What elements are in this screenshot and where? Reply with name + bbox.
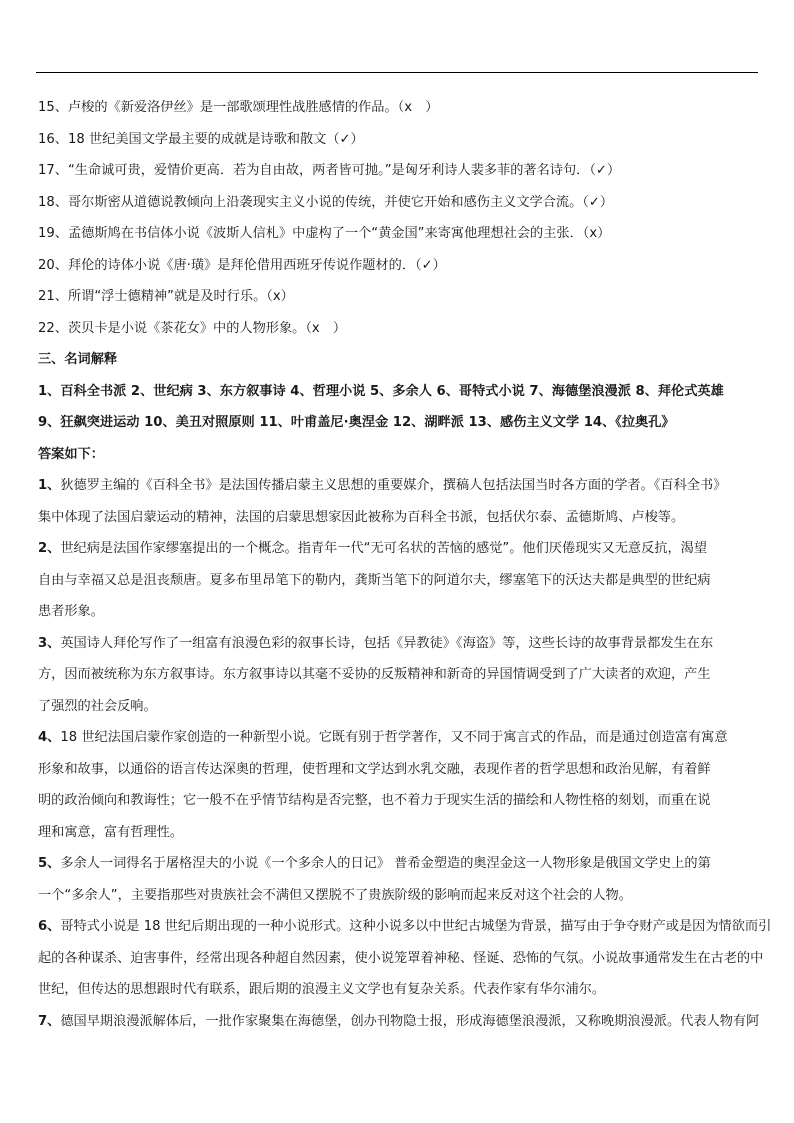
answer-line <box>38 565 794 597</box>
answer-text: 多余人一词得名于屠格涅夫的小说《一个多余人的日记》 普希金塑造的奥涅金这一人物形象是俄国文学史上的第 <box>60 856 711 871</box>
answer-line <box>38 785 794 817</box>
answer-line <box>38 880 794 912</box>
answer-item <box>38 911 794 1006</box>
answer-number: 7、 <box>38 1013 61 1029</box>
answer-line <box>38 911 794 943</box>
answer-text: 起的各种谋杀、迫害事件，经常出现各种超自然因素，使小说笼罩着神秘、怪诞、恐怖的气氛。小说故事通常发生在古老的中 <box>38 950 764 966</box>
answer-text: 世纪，但传达的思想跟时代有联系，跟后期的浪漫主义文学也有复杂关系。代表作家有华尔浦尔。 <box>38 982 606 997</box>
answer-item <box>38 1006 794 1038</box>
answer-text: 患者形象。 <box>38 604 104 619</box>
terms-line-2-text: 9、狂飙突进运动 10、美丑对照原则 11、叶甫盖尼·奥涅金 12、湖畔派 13、感伤主义文学 14、《拉奥孔》 <box>38 415 675 430</box>
answer-number: 1、 <box>38 478 61 493</box>
answer-line <box>38 470 794 502</box>
terms-line-1 <box>38 376 794 408</box>
answer-line <box>38 943 794 975</box>
answer-line <box>38 848 794 880</box>
answer-item <box>38 848 794 911</box>
answer-text: 理和寓意，富有哲理性。 <box>38 824 184 840</box>
answer-line <box>38 974 794 1006</box>
answer-text: 集中体现了法国启蒙运动的精神，法国的启蒙思想家因此被称为百科全书派，包括伏尔泰、孟德斯鸠、卢梭等。 <box>38 509 685 525</box>
answer-text: 自由与幸福又总是沮丧颓唐。夏多布里昂笔下的勒内，龚斯当笔下的阿道尔夫，缪塞笔下的沃达夫都是典型的世纪病 <box>38 572 711 588</box>
answer-text: 形象和故事，以通俗的语言传达深奥的哲理，使哲理和文学达到水乳交融，表现作者的哲学思想和政治见解，有着鲜 <box>38 761 711 777</box>
answer-heading: 答案如下： <box>38 446 104 462</box>
answer-line <box>38 659 794 691</box>
answer-number: 4、 <box>38 730 61 745</box>
answer-item <box>38 533 794 628</box>
answer-line <box>38 628 794 660</box>
answer-line <box>38 722 794 754</box>
answer-line <box>38 502 794 534</box>
answer-text: 哥特式小说是 18 世纪后期出现的一种小说形式。这种小说多以中世纪古城堡为背景，描写由于争夺财产或是因为情欲而引 <box>60 919 772 934</box>
judgement-item-16: 16、18 世纪美国文学最主要的成就是诗歌和散文（✓） <box>38 131 364 147</box>
answer-text: 18 世纪法国启蒙作家创造的一种新型小说。它既有别于哲学著作，又不同于寓言式的作品，而是通过创造富有寓意 <box>60 730 728 745</box>
answer-item <box>38 628 794 723</box>
answer-number: 6、 <box>38 919 61 934</box>
answer-text: 一个“多余人”，主要指那些对贵族社会不满但又摆脱不了贵族阶级的影响而起来反对这个社会的人物。 <box>38 887 632 903</box>
terms-line-2 <box>38 407 794 439</box>
answer-line <box>38 817 794 849</box>
judgement-item-20: 20、拜伦的诗体小说《唐·璜》是拜伦借用西班牙传说作题材的．（✓） <box>38 257 446 273</box>
answer-item <box>38 722 794 848</box>
answer-line <box>38 691 794 723</box>
judgement-item-19: 19、孟德斯鸠在书信体小说《波斯人信札》中虚构了一个“黄金国”来寄寓他理想社会的主张．（x） <box>38 226 611 241</box>
answer-line <box>38 596 794 628</box>
answer-number: 3、 <box>38 635 61 651</box>
answer-text: 德国早期浪漫派解体后，一批作家聚集在海德堡，创办刊物隐士报，形成海德堡浪漫派，又称晚期浪漫派。代表人物有阿 <box>60 1013 760 1029</box>
answer-line <box>38 533 794 565</box>
answer-text: 方，因而被统称为东方叙事诗。东方叙事诗以其毫不妥协的反叛精神和新奇的异国情调受到了广大读者的欢迎，产生 <box>38 667 711 682</box>
terms-line-1-text: 1、百科全书派 2、世纪病 3、东方叙事诗 4、哲理小说 5、多余人 6、哥特式小说 7、海德堡浪漫派 8、拜伦式英雄 <box>38 383 724 399</box>
answer-text: 明的政治倾向和教诲性；它一般不在乎情节结构是否完整，也不着力于现实生活的描绘和人物性格的刻划，而重在说 <box>38 793 711 808</box>
section-title: 三、名词解释 <box>38 352 118 367</box>
answer-number: 2、 <box>38 541 61 556</box>
answer-line <box>38 1006 794 1038</box>
answer-number: 5、 <box>38 856 61 871</box>
answers-list <box>38 470 794 1037</box>
answer-text: 英国诗人拜伦写作了一组富有浪漫色彩的叙事长诗，包括《异教徒》《海盗》等，这些长诗的故事背景都发生在东 <box>60 635 714 651</box>
answer-text: 世纪病是法国作家缪塞提出的一个概念。指青年一代“无可名状的苦恼的感觉”。他们厌倦现实又无意反抗，渴望 <box>60 541 708 556</box>
answer-line <box>38 754 794 786</box>
header-rule <box>36 72 758 73</box>
answer-item <box>38 470 794 533</box>
answer-text: 狄德罗主编的《百科全书》是法国传播启蒙主义思想的重要媒介，撰稿人包括法国当时各方面的学者。《百科全书》 <box>60 478 727 493</box>
answer-text: 了强烈的社会反响。 <box>38 698 157 714</box>
judgement-item-15: 15、卢梭的《新爱洛伊丝》是一部歌颂理性战胜感情的作品。（x ） <box>38 100 439 115</box>
judgement-item-22: 22、茨贝卡是小说《茶花女》中的人物形象。（x ） <box>38 320 347 336</box>
judgement-item-17: 17、“生命诚可贵，爱情价更高．若为自由故，两者皆可抛。”是匈牙利诗人裴多菲的著名诗句．（✓） <box>38 163 621 178</box>
document-body <box>38 92 794 1037</box>
judgement-item-21: 21、所谓“浮士德精神”就是及时行乐。（x） <box>38 289 294 304</box>
judgement-item-18: 18、哥尔斯密从道德说教倾向上沿袭现实主义小说的传统，并使它开始和感伤主义文学合流。（✓） <box>38 194 614 210</box>
